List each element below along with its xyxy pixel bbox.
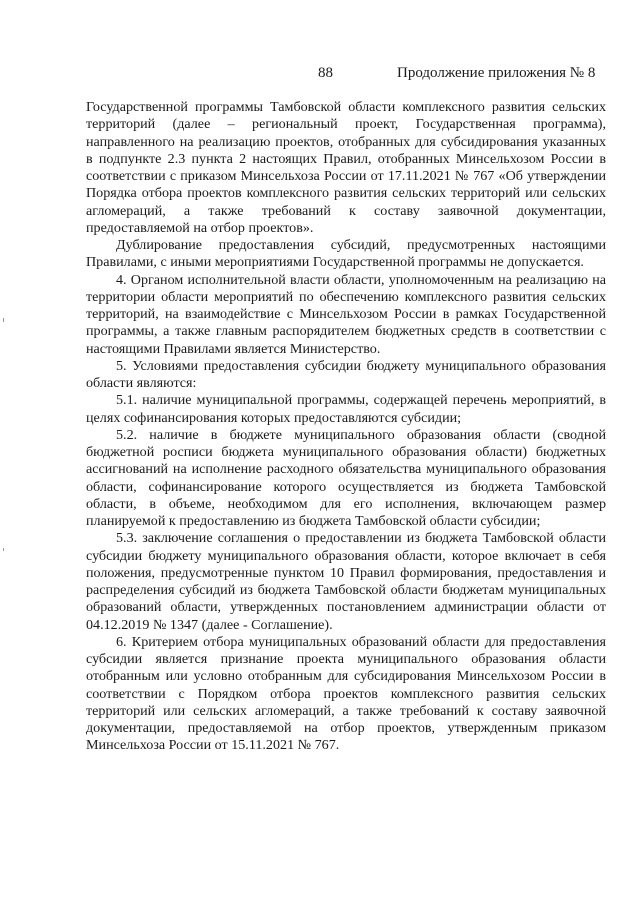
scan-margin-mark: [3, 318, 4, 322]
paragraph-item-5-2: 5.2. наличие в бюджете муниципального образования области (сводной бюджетной росписи бюджета муниципального образования области) бюджетных ассигнований на исполнение расходного обязательства муниципального образования области, софинансирование которого осуществляется из бюджета Тамбовской области, в объеме, необходимом для его исполнения, включающем размер планируемой к предоставлению из бюджета Тамбовской области субсидии;: [86, 426, 606, 529]
paragraph-item-6: 6. Критерием отбора муниципальных образований области для предоставления субсидии является признание проекта муниципального образования области отобранным или условно отобранным для субсидирования Минсельхозом России в соответствии с Порядком отбора проектов комплексного развития сельских территорий или сельских агломераций, а также требований к составу заявочной документации, предоставляемой на отбор проектов, утвержденным приказом Минсельхоза России от 15.11.2021 № 767.: [86, 633, 606, 754]
scan-margin-mark: [3, 548, 4, 551]
paragraph-item-5-1: 5.1. наличие муниципальной программы, содержащей перечень мероприятий, в целях софинансирования которых предоставляются субсидии;: [86, 392, 606, 426]
paragraph-item-4: 4. Органом исполнительной власти области, уполномоченным на реализацию на территории области мероприятий по обеспечению комплексного развития сельских территорий, на взаимодействие с Минсельхозом России в рамках Государственной программы, а также главным распорядителем бюджетных средств в соответствии с настоящими Правилами является Министерство.: [86, 271, 606, 357]
paragraph-regional-project: Государственной программы Тамбовской области комплексного развития сельских территорий (далее – региональный проект, Государственная программа), направленного на реализацию проектов, отобранных для субсидирования указанных в подпункте 2.3 пункта 2 настоящих Правил, отобранных Минсельхозом России в соответствии с приказом Минсельхоза России от 17.11.2021 № 767 «Об утверждении Порядка отбора проектов комплексного развития сельских территорий или сельских агломераций, а также требований к составу заявочной документации, предоставляемой на отбор проектов».: [86, 99, 606, 236]
document-body: [86, 99, 606, 755]
paragraph-item-5: 5. Условиями предоставления субсидии бюджету муниципального образования области являются:: [86, 357, 606, 391]
page-number: 88: [318, 65, 333, 81]
appendix-continuation-header: Продолжение приложения № 8: [397, 65, 596, 81]
paragraph-duplication: Дублирование предоставления субсидий, предусмотренных настоящими Правилами, с иными мероприятиями Государственной программы не допускается.: [86, 237, 606, 271]
paragraph-item-5-3: 5.3. заключение соглашения о предоставлении из бюджета Тамбовской области субсидии бюджету муниципального образования области, которое включает в себя положения, предусмотренные пунктом 10 Правил формирования, предоставления и распределения субсидий из бюджета Тамбовской области бюджетам муниципальных образований области, утвержденных постановлением администрации области от 04.12.2019 № 1347 (далее - Соглашение).: [86, 530, 606, 633]
